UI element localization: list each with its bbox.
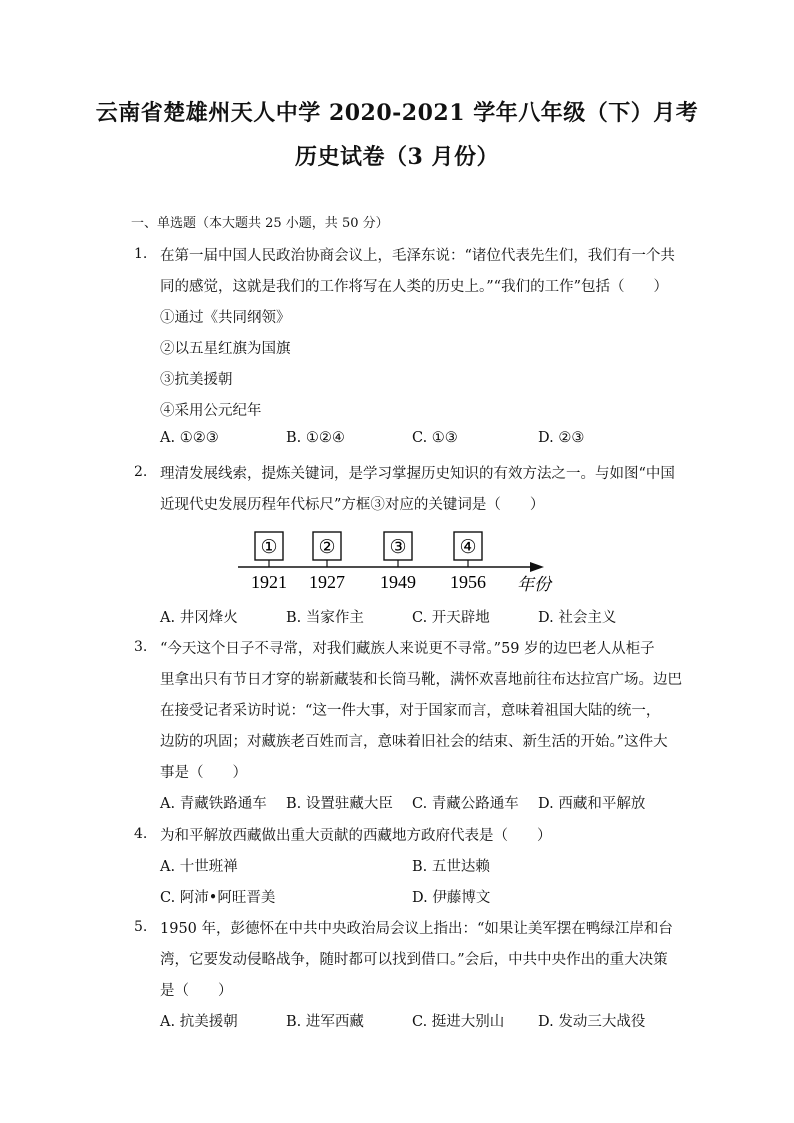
question-text-line: 为和平解放西藏做出重大贡献的西藏地方政府代表是（ ） [160, 828, 552, 844]
question-text-line: ②以五星红旗为国旗 [160, 341, 291, 357]
option-d[interactable]: D. 西藏和平解放 [538, 796, 646, 812]
exam-title-line1: 云南省楚雄州天人中学 2020-2021 学年八年级（下）月考 [95, 100, 699, 126]
question-text-line: 里拿出只有节日才穿的崭新藏装和长筒马靴，满怀欢喜地前往布达拉宫广场。边巴 [160, 672, 682, 688]
question-number: 1. [134, 246, 148, 262]
question-text-line: 1950 年，彭德怀在中共中央政治局会议上指出：“如果让美军摆在鸭绿江岸和台 [160, 921, 673, 937]
timeline-year: 1927 [309, 572, 345, 592]
option-a[interactable]: A. 青藏铁路通车 [160, 796, 267, 812]
question-text-line: ③抗美援朝 [160, 372, 233, 388]
option-c[interactable]: C. ①③ [412, 430, 458, 446]
option-d[interactable]: D. ②③ [538, 430, 585, 446]
svg-text:③: ③ [389, 536, 407, 558]
question-text-line: ①通过《共同纲领》 [160, 310, 291, 326]
option-c[interactable]: C. 挺进大别山 [412, 1014, 505, 1030]
question-text-line: 湾，它要发动侵略战争，随时都可以找到借口。”会后，中共中央作出的重大决策 [160, 952, 668, 968]
question-number: 2. [134, 464, 148, 480]
timeline-box-4 [454, 532, 482, 567]
question-text-line: 事是（ ） [160, 765, 247, 781]
timeline-year: 1949 [380, 572, 416, 592]
option-a[interactable]: A. 十世班禅 [160, 859, 238, 875]
option-b[interactable]: B. 设置驻藏大臣 [286, 796, 393, 812]
question-text-line: 是（ ） [160, 983, 233, 999]
question-text-line: ④采用公元纪年 [160, 403, 262, 419]
question-text-line: 同的感觉，这就是我们的工作将写在人类的历史上。”“我们的工作”包括（ ） [160, 279, 668, 295]
option-b[interactable]: B. 进军西藏 [286, 1014, 364, 1030]
option-b[interactable]: B. ①②④ [286, 430, 345, 446]
section-heading: 一、单选题（本大题共 25 小题，共 50 分） [131, 216, 389, 231]
svg-text:②: ② [318, 536, 336, 558]
timeline-box-1 [255, 532, 283, 567]
question-text-line: 在接受记者采访时说：“这一件大事，对于国家而言，意味着祖国大陆的统一， [160, 703, 661, 719]
option-d[interactable]: D. 社会主义 [538, 610, 617, 626]
option-c[interactable]: C. 开天辟地 [412, 610, 490, 626]
option-b[interactable]: B. 当家作主 [286, 610, 364, 626]
question-number: 3. [134, 639, 148, 655]
svg-text:④: ④ [459, 536, 477, 558]
option-a[interactable]: A. 井冈烽火 [160, 610, 238, 626]
timeline-axis-label: 年份 [517, 575, 551, 595]
timeline-box-3 [384, 532, 412, 567]
option-d[interactable]: D. 伊藤博文 [412, 890, 491, 906]
timeline-year: 1921 [251, 572, 287, 592]
question-text-line: 理清发展线索，提炼关键词，是学习掌握历史知识的有效方法之一。与如图“中国 [160, 466, 675, 482]
question-number: 4. [134, 826, 148, 842]
question-number: 5. [134, 919, 148, 935]
question-text-line: 近现代史发展历程年代标尺”方框③对应的关键词是（ ） [160, 497, 545, 513]
option-b[interactable]: B. 五世达赖 [412, 859, 490, 875]
timeline-box-2 [313, 532, 341, 567]
question-text-line: “今天这个日子不寻常，对我们藏族人来说更不寻常。”59 岁的边巴老人从柜子 [160, 641, 655, 657]
option-c[interactable]: C. 青藏公路通车 [412, 796, 519, 812]
option-a[interactable]: A. ①②③ [160, 430, 219, 446]
timeline-figure [230, 526, 560, 598]
exam-title-line2: 历史试卷（3 月份） [295, 144, 499, 170]
timeline-arrow-icon [530, 562, 544, 572]
question-text-line: 边防的巩固；对藏族老百姓而言，意味着旧社会的结束、新生活的开始。”这件大 [160, 734, 668, 750]
timeline-year: 1956 [450, 572, 486, 592]
option-d[interactable]: D. 发动三大战役 [538, 1014, 646, 1030]
svg-text:①: ① [260, 536, 278, 558]
option-a[interactable]: A. 抗美援朝 [160, 1014, 238, 1030]
question-text-line: 在第一届中国人民政治协商会议上，毛泽东说：“诸位代表先生们，我们有一个共 [160, 248, 675, 264]
option-c[interactable]: C. 阿沛•阿旺晋美 [160, 890, 276, 906]
